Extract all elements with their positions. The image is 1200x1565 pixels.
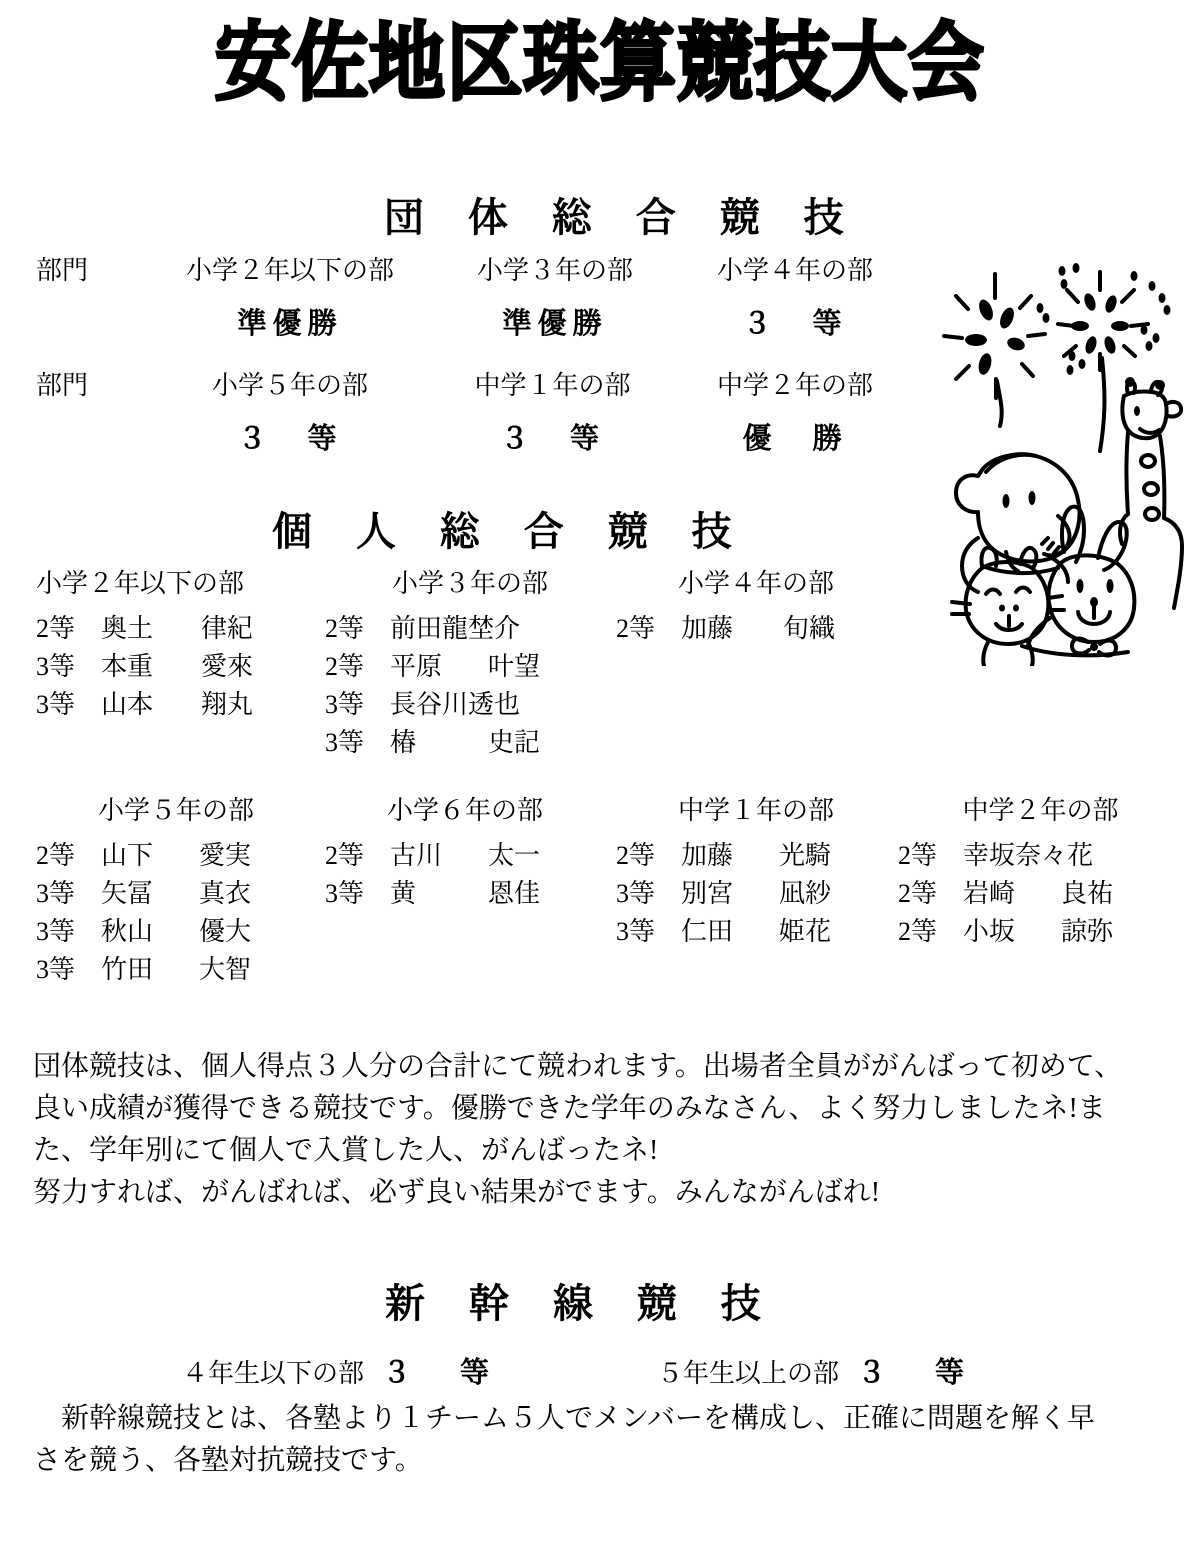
entry-surname: 秋山 — [101, 917, 154, 946]
individual-entry — [36, 951, 316, 989]
individual-entry — [36, 648, 316, 686]
team-result: ３ 等 — [237, 423, 343, 455]
team-row-label: 部門 — [36, 371, 89, 400]
team-cell — [425, 365, 680, 457]
entry-surname: 加藤 — [681, 614, 734, 643]
entry-given-name: 光騎 — [779, 841, 832, 870]
individual-entry — [36, 686, 316, 724]
entry-rank: 3等 — [36, 879, 76, 908]
entry-rank: 2等 — [325, 614, 365, 643]
individual-entry — [898, 837, 1183, 875]
entry-given-name: 律紀 — [201, 614, 254, 643]
section-heading-shinkansen: 新 幹 線 競 技 — [385, 1281, 776, 1327]
commentary-line: た、学年別にて個人で入賞した人、がんばったネ! — [33, 1135, 659, 1166]
entry-rank: 2等 — [36, 841, 76, 870]
entry-surname: 平原 — [390, 652, 443, 681]
individual-entry — [325, 875, 605, 913]
entry-surname: 小坂 — [963, 917, 1016, 946]
team-category: 小学５年の部 — [211, 371, 368, 400]
entry-rank: 3等 — [325, 728, 365, 757]
individual-column — [36, 790, 316, 989]
entry-fullname: 前田龍埜介 — [390, 614, 521, 643]
individual-category: 小学６年の部 — [386, 796, 543, 825]
team-category: 小学３年の部 — [476, 256, 633, 285]
entry-rank: 2等 — [325, 841, 365, 870]
animals-watching-fireworks-illustration — [912, 246, 1192, 666]
individual-category: 小学５年の部 — [97, 796, 254, 825]
entry-rank: 3等 — [616, 879, 656, 908]
entry-rank: 2等 — [898, 841, 938, 870]
entry-surname: 岩崎 — [963, 879, 1016, 908]
individual-entry — [325, 648, 615, 686]
entry-rank: 3等 — [36, 652, 76, 681]
individual-category: 小学２年以下の部 — [36, 569, 245, 598]
entry-rank: 3等 — [325, 879, 365, 908]
entry-given-name: 優大 — [199, 917, 252, 946]
individual-entry — [616, 913, 896, 951]
individual-column — [36, 563, 316, 724]
entry-surname: 山下 — [101, 841, 154, 870]
commentary-line: 努力すれば、がんばれば、必ず良い結果がでます。みんながんばれ! — [33, 1177, 881, 1208]
commentary-line: 良い成績が獲得できる競技です。優勝できた学年のみなさん、よく努力しましたネ!ま — [33, 1093, 1106, 1124]
team-cell — [680, 250, 910, 342]
team-category: 中学１年の部 — [474, 371, 631, 400]
shinkansen-description-line: さを競う、各塾対抗競技です。 — [33, 1445, 423, 1476]
individual-entry — [36, 610, 316, 648]
individual-category: 中学１年の部 — [677, 796, 834, 825]
entry-given-name: 愛実 — [199, 841, 252, 870]
shinkansen-result: ３ 等 — [857, 1357, 975, 1389]
individual-category: 小学４年の部 — [677, 569, 834, 598]
entry-given-name: 恩佳 — [488, 879, 541, 908]
entry-given-name: 史記 — [488, 728, 541, 757]
giraffe-icon — [1120, 377, 1182, 608]
page-title: 安佐地区珠算競技大会 — [215, 12, 985, 113]
entry-surname: 本重 — [101, 652, 154, 681]
entry-surname: 椿 — [390, 728, 417, 757]
entry-given-name: 諒弥 — [1061, 917, 1114, 946]
individual-category: 中学２年の部 — [962, 796, 1119, 825]
entry-surname: 奥土 — [101, 614, 154, 643]
entry-rank: 3等 — [36, 690, 76, 719]
individual-column — [616, 790, 896, 951]
team-cell — [680, 365, 910, 457]
shinkansen-result-item — [182, 1350, 499, 1391]
individual-entry — [616, 837, 896, 875]
individual-entry — [898, 875, 1183, 913]
individual-entry — [325, 610, 615, 648]
entry-given-name: 愛來 — [201, 652, 254, 681]
individual-entry — [616, 875, 896, 913]
entry-surname: 加藤 — [681, 841, 734, 870]
team-category: 小学４年の部 — [716, 256, 873, 285]
entry-rank: 2等 — [616, 614, 656, 643]
individual-column — [898, 790, 1183, 951]
team-cell — [430, 250, 680, 342]
firework-right-icon — [1058, 272, 1148, 451]
section-heading-team: 団 体 総 合 競 技 — [384, 195, 859, 241]
entry-rank: 2等 — [325, 652, 365, 681]
entry-rank: 3等 — [36, 955, 76, 984]
individual-entry — [325, 686, 615, 724]
commentary-paragraph — [33, 1046, 1173, 1214]
team-result: 準優勝 — [502, 308, 608, 340]
cat-icon — [952, 548, 1064, 666]
individual-category: 小学３年の部 — [391, 569, 548, 598]
shinkansen-description-line: 新幹線競技とは、各塾より１チーム５人でメンバーを構成し、正確に問題を解く早 — [33, 1403, 1096, 1434]
entry-rank: 2等 — [616, 841, 656, 870]
individual-entry — [36, 875, 316, 913]
shinkansen-category: ４年生以下の部 — [182, 1359, 365, 1388]
individual-column — [616, 563, 896, 648]
entry-fullname: 幸坂奈々花 — [963, 841, 1094, 870]
team-cell — [150, 365, 430, 457]
firework-left-icon — [944, 274, 1045, 426]
shinkansen-description — [33, 1398, 1178, 1482]
entry-surname: 山本 — [101, 690, 154, 719]
entry-surname: 矢冨 — [101, 879, 154, 908]
entry-given-name: 大智 — [199, 955, 252, 984]
entry-surname: 古川 — [390, 841, 443, 870]
shinkansen-result: ３ 等 — [382, 1357, 500, 1389]
entry-given-name: 旬織 — [783, 614, 836, 643]
team-result: ３ 等 — [742, 308, 848, 340]
entry-surname: 別宮 — [681, 879, 734, 908]
team-result: 準優勝 — [237, 308, 343, 340]
entry-given-name: 姫花 — [779, 917, 832, 946]
individual-entry — [325, 837, 605, 875]
shinkansen-result-item — [657, 1350, 974, 1391]
entry-given-name: 太一 — [488, 841, 541, 870]
individual-column — [325, 563, 615, 762]
entry-rank: 3等 — [36, 917, 76, 946]
team-result: 優 勝 — [742, 423, 848, 455]
entry-rank: 2等 — [898, 917, 938, 946]
team-cell — [140, 250, 440, 342]
entry-given-name: 翔丸 — [201, 690, 254, 719]
entry-surname: 竹田 — [101, 955, 154, 984]
entry-fullname: 長谷川透也 — [390, 690, 521, 719]
team-row-label: 部門 — [36, 256, 89, 285]
entry-given-name: 良祐 — [1061, 879, 1114, 908]
shinkansen-category: ５年生以上の部 — [657, 1359, 840, 1388]
individual-entry — [36, 913, 316, 951]
entry-given-name: 真衣 — [199, 879, 252, 908]
entry-rank: 3等 — [616, 917, 656, 946]
team-category: 小学２年以下の部 — [185, 256, 394, 285]
team-result: ３ 等 — [499, 423, 605, 455]
individual-entry — [898, 913, 1183, 951]
individual-entry — [36, 837, 316, 875]
individual-entry — [325, 724, 615, 762]
entry-rank: 2等 — [36, 614, 76, 643]
entry-rank: 2等 — [898, 879, 938, 908]
entry-given-name: 叶望 — [488, 652, 541, 681]
entry-given-name: 凪紗 — [779, 879, 832, 908]
commentary-line: 団体競技は、個人得点３人分の合計にて競われます。出場者全員ががんばって初めて、 — [33, 1051, 1123, 1082]
entry-surname: 黄 — [390, 879, 417, 908]
section-heading-individual: 個 人 総 合 競 技 — [272, 509, 747, 555]
entry-rank: 3等 — [325, 690, 365, 719]
individual-entry — [616, 610, 896, 648]
individual-column — [325, 790, 605, 913]
entry-surname: 仁田 — [681, 917, 734, 946]
team-category: 中学２年の部 — [716, 371, 873, 400]
